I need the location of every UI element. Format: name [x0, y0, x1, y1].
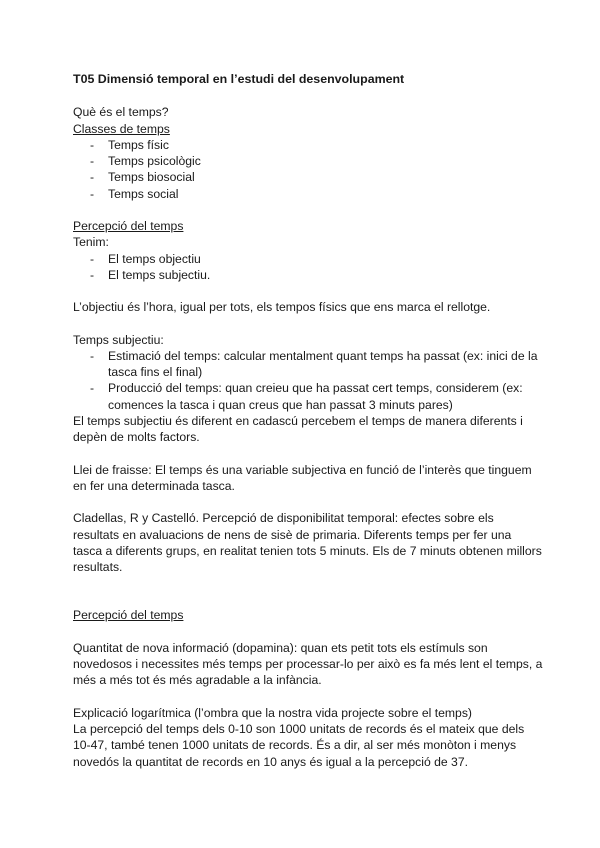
tenim-list	[73, 251, 543, 284]
list-item: - Temps psicològic	[73, 153, 543, 169]
list-item: - Temps social	[73, 186, 543, 202]
list-item: - El temps subjectiu.	[73, 267, 543, 283]
list-item: - Producció del temps: quan creieu que ha passat cert temps, considerem (ex: comences la tasca i quan creus que han passat 3 minuts pares)	[73, 380, 543, 413]
list-item: - Temps biosocial	[73, 169, 543, 185]
document-title: T05 Dimensió temporal en l’estudi del desenvolupament	[73, 72, 405, 86]
fraisse-paragraph: Llei de fraisse: El temps és una variable subjectiva en funció de l’interès que tinguem en fer una determinada tasca.	[73, 462, 532, 493]
list-item: - Temps físic	[73, 137, 543, 153]
subjective-paragraph: El temps subjectiu és diferent en cadascú percebem el temps de manera diferents i depèn de molts factors.	[73, 414, 523, 445]
perception-heading-2: Percepció del temps	[73, 608, 184, 623]
logarithmic-paragraph: La percepció del temps dels 0-10 son 1000 unitats de records és el mateix que dels 10-47, també tenen 1000 unitats de records. És a dir, al ser més monòton i menys novedós la quantitat de records en 10 anys és igual a la percepció de 37.	[73, 721, 525, 769]
tenim-label: Tenim:	[73, 235, 109, 250]
logarithmic-heading: Explicació logarítmica (l’ombra que la nostra vida projecte sobre el temps)	[73, 705, 472, 720]
cladellas-paragraph: Cladellas, R y Castelló. Percepció de disponibilitat temporal: efectes sobre els resultats en avaluacions de nens de sisè de primaria. Diferents temps per fer una tasca a diferents grups, en realitat tenien tots 5 minuts. Els de 7 minuts obtenen millors resultats.	[73, 511, 542, 575]
list-item: - Estimació del temps: calcular mentalment quant temps ha passat (ex: inici de la tasca fins el final)	[73, 348, 543, 381]
question-what-is-time: Què és el temps?	[73, 105, 169, 120]
list-item: - El temps objectiu	[73, 251, 543, 267]
quantity-paragraph: Quantitat de nova informació (dopamina): quan ets petit tots els estímuls son novedosos i necessites més temps per processar-lo per això es fa més lent el temps, a més a més tot és més agradable a la infància.	[73, 640, 543, 688]
subjective-list	[73, 348, 543, 413]
classes-heading: Classes de temps	[73, 121, 170, 136]
perception-heading: Percepció del temps	[73, 219, 184, 234]
classes-list	[73, 137, 543, 202]
subjective-heading: Temps subjectiu:	[73, 332, 164, 347]
objective-paragraph: L’objectiu és l’hora, igual per tots, els tempos físics que ens marca el rellotge.	[73, 300, 491, 315]
document-content	[73, 71, 543, 770]
